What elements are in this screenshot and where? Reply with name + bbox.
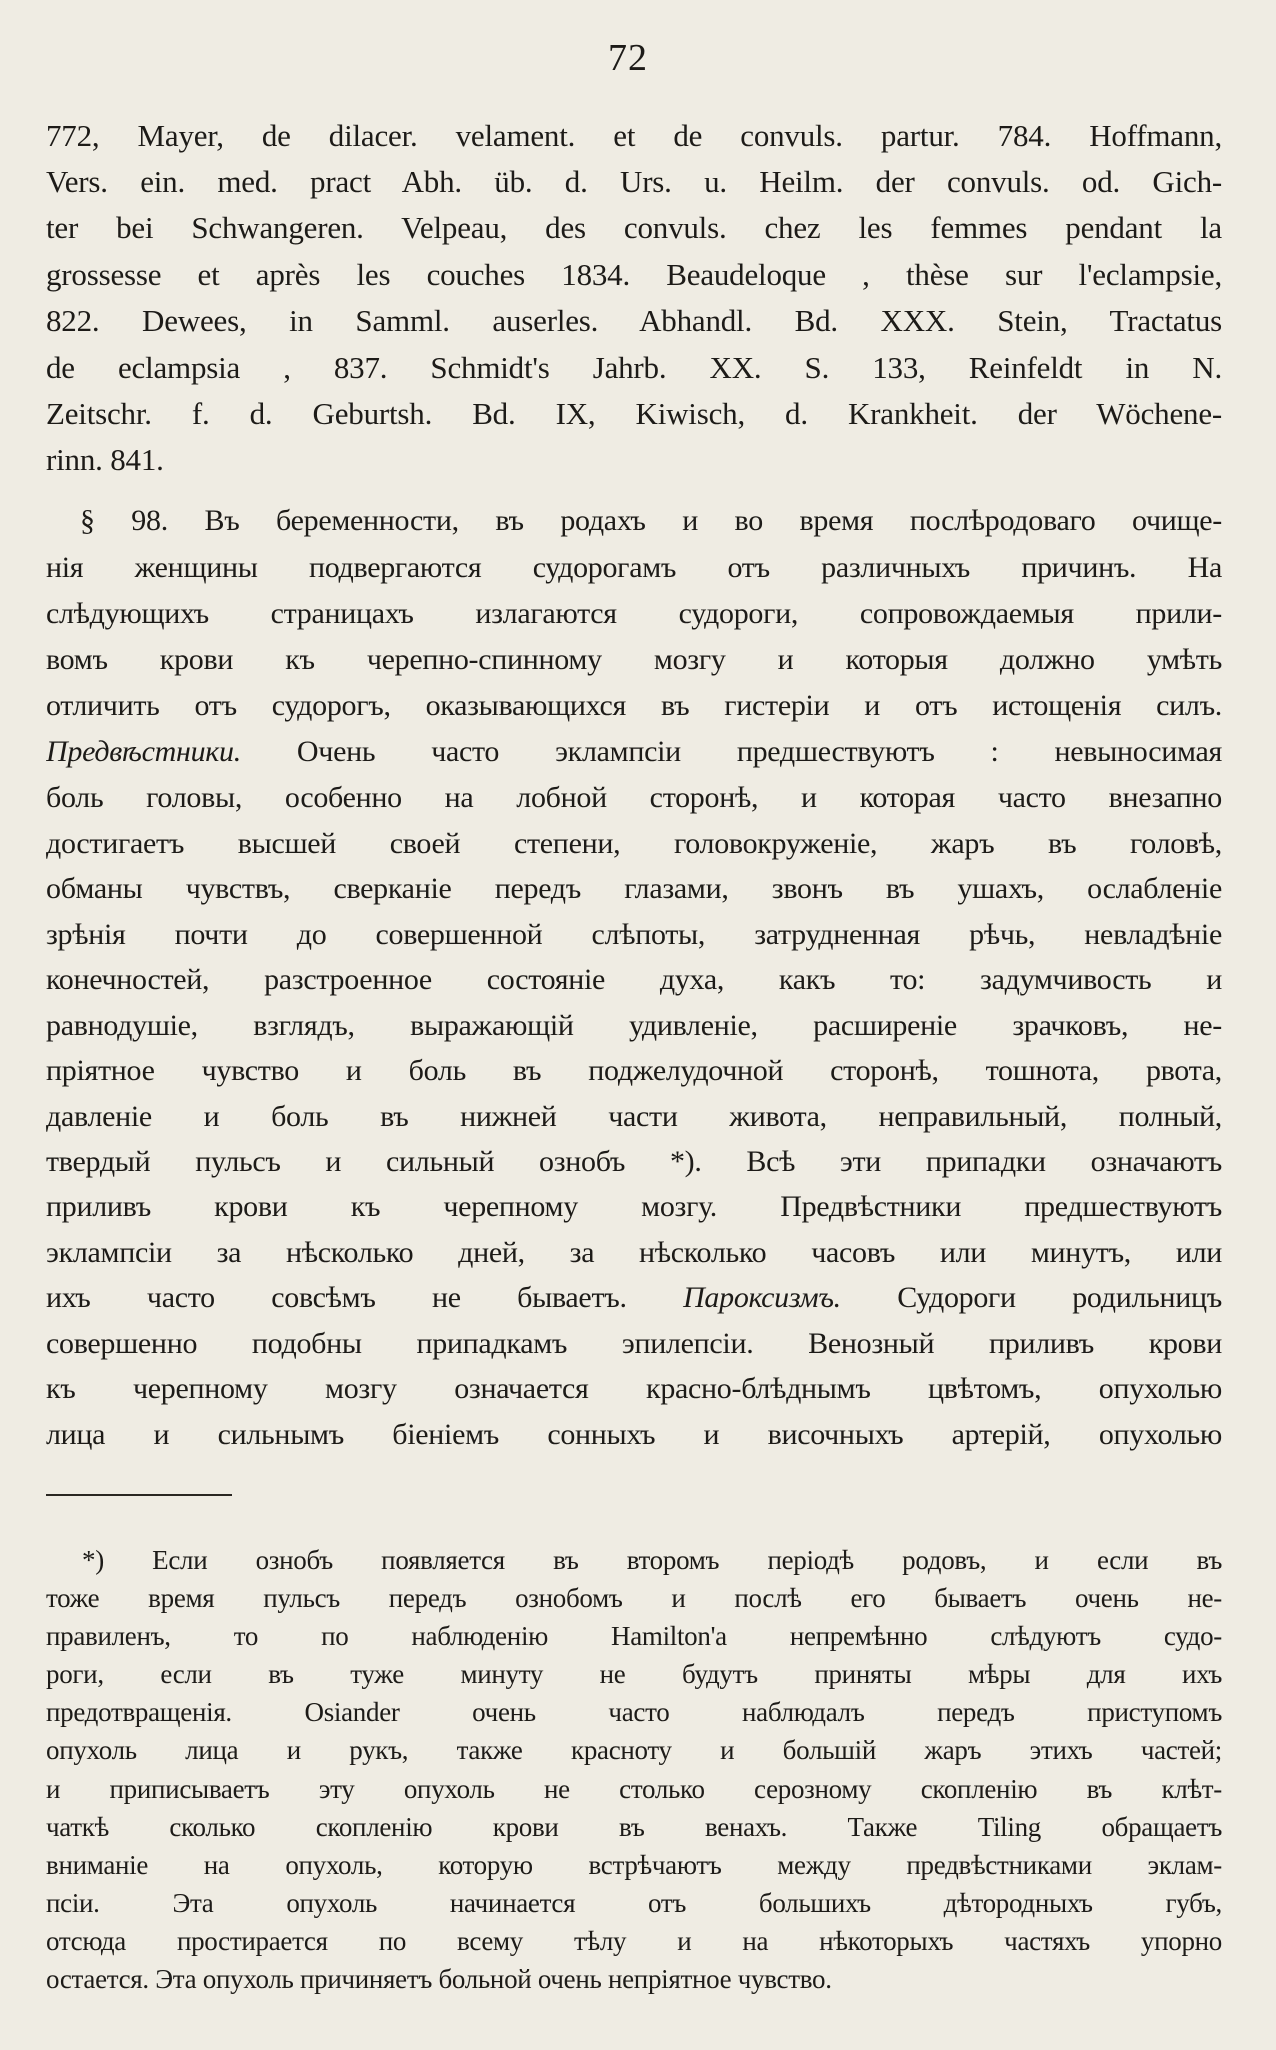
italic-heading-paroxysm: Пароксизмъ.	[683, 1281, 841, 1314]
page-number: 72	[608, 37, 648, 79]
footnote-line: предотвращенія. Osiander очень часто наблюдалъ передъ приступомъ	[46, 1697, 1222, 1727]
reference-line: 772, Mayer, de dilacer. velament. et de convuls. partur. 784. Hoffmann,	[46, 118, 1222, 153]
paragraph-line: давленіе и боль въ нижней части живота, неправильный, полный,	[46, 1100, 1222, 1133]
reference-line: ter bei Schwangeren. Velpeau, des convuls. chez les femmes pendant la	[46, 210, 1222, 245]
paragraph-line: вомъ крови къ черепно-спинному мозгу и которыя должно умѣть	[46, 643, 1222, 676]
paragraph-line: отличить отъ судорогъ, оказывающихся въ гистеріи и отъ истощенія силъ.	[46, 689, 1222, 722]
footnote-line: остается. Эта опухоль причиняетъ больной очень непріятное чувство.	[46, 1964, 832, 1994]
footnote-line: вниманіе на опухоль, которую встрѣчаютъ между предвѣстниками эклам-	[46, 1850, 1222, 1880]
footnote-line: *) Если ознобъ появляется въ второмъ періодѣ родовъ, и если въ	[82, 1545, 1222, 1575]
footnote-divider	[46, 1494, 232, 1496]
italic-heading-forerunners: Предвѣстники.	[46, 735, 241, 768]
paragraph-line: совершенно подобны припадкамъ эпилепсіи. Венозный приливъ крови	[46, 1327, 1222, 1360]
paragraph-line: конечностей, разстроенное состояніе духа, какъ то: задумчивость и	[46, 963, 1222, 996]
paragraph-line: къ черепному мозгу означается красно-блѣднымъ цвѣтомъ, опухолью	[46, 1372, 1222, 1405]
reference-line: Vers. ein. med. pract Abh. üb. d. Urs. u. Heilm. der convuls. od. Gich-	[46, 164, 1222, 199]
footnote-line: тоже время пульсъ передъ ознобомъ и послѣ его бываетъ очень не-	[46, 1583, 1222, 1613]
paragraph-line: эклампсіи за нѣсколько дней, за нѣсколько часовъ или минутъ, или	[46, 1236, 1222, 1269]
paragraph-line: пріятное чувство и боль въ поджелудочной сторонѣ, тошнота, рвота,	[46, 1054, 1222, 1087]
paragraph-line: достигаетъ высшей своей степени, головокруженіе, жаръ въ головѣ,	[46, 827, 1222, 860]
paragraph-line: зрѣнія почти до совершенной слѣпоты, затрудненная рѣчь, невладѣніе	[46, 918, 1222, 951]
paragraph-line: слѣдующихъ страницахъ излагаются судороги, сопровождаемыя прили-	[46, 597, 1222, 630]
paragraph-line: Предвѣстники. Очень часто эклампсіи предшествуютъ : невыносимая	[46, 735, 1222, 768]
reference-line: de eclampsia , 837. Schmidt's Jahrb. XX. S. 133, Reinfeldt in N.	[46, 350, 1222, 385]
footnote-line: отсюда простирается по всему тѣлу и на нѣкоторыхъ частяхъ упорно	[46, 1926, 1222, 1956]
paragraph-line: ихъ часто совсѣмъ не бываетъ. Пароксизмъ. Судороги родильницъ	[46, 1281, 1222, 1314]
footnote-line: псіи. Эта опухоль начинается отъ большихъ дѣтородныхъ губъ,	[46, 1888, 1222, 1918]
paragraph-line: лица и сильнымъ біеніемъ сонныхъ и височныхъ артерій, опухолью	[46, 1418, 1222, 1451]
paragraph-line: § 98. Въ беременности, въ родахъ и во время послѣродоваго очище-	[80, 504, 1222, 537]
paragraph-line: боль головы, особенно на лобной сторонѣ, и которая часто внезапно	[46, 781, 1222, 814]
footnote-line: чаткѣ сколько скопленію крови въ венахъ. Также Tiling обращаетъ	[46, 1812, 1222, 1842]
paragraph-line: приливъ крови къ черепному мозгу. Предвѣстники предшествуютъ	[46, 1190, 1222, 1223]
reference-line: 822. Dewees, in Samml. auserles. Abhandl. Bd. XXX. Stein, Tractatus	[46, 303, 1222, 338]
footnote-line: роги, если въ туже минуту не будутъ приняты мѣры для ихъ	[46, 1659, 1222, 1689]
paragraph-line: твердый пульсъ и сильный ознобъ *). Всѣ эти припадки означаютъ	[46, 1145, 1222, 1178]
paragraph-line: обманы чувствъ, сверканіе передъ глазами, звонъ въ ушахъ, ослабленіе	[46, 872, 1222, 905]
footnote-line: правиленъ, то по наблюденію Hamilton'а непремѣнно слѣдуютъ судо-	[46, 1621, 1222, 1651]
footnote-line: опухоль лица и рукъ, также красноту и большій жаръ этихъ частей;	[46, 1735, 1222, 1765]
paragraph-line: нія женщины подвергаются судорогамъ отъ различныхъ причинъ. На	[46, 551, 1222, 584]
paragraph-line: равнодушіе, взглядъ, выражающій удивленіе, расширеніе зрачковъ, не-	[46, 1009, 1222, 1042]
reference-line: Zeitschr. f. d. Geburtsh. Bd. IX, Kiwisch, d. Krankheit. der Wöchene-	[46, 396, 1222, 431]
reference-line: rinn. 841.	[46, 442, 164, 477]
reference-line: grossesse et après les couches 1834. Beaudeloque , thèse sur l'eclampsie,	[46, 257, 1222, 292]
footnote-line: и приписываетъ эту опухоль не столько серозному скопленію въ клѣт-	[46, 1774, 1222, 1804]
